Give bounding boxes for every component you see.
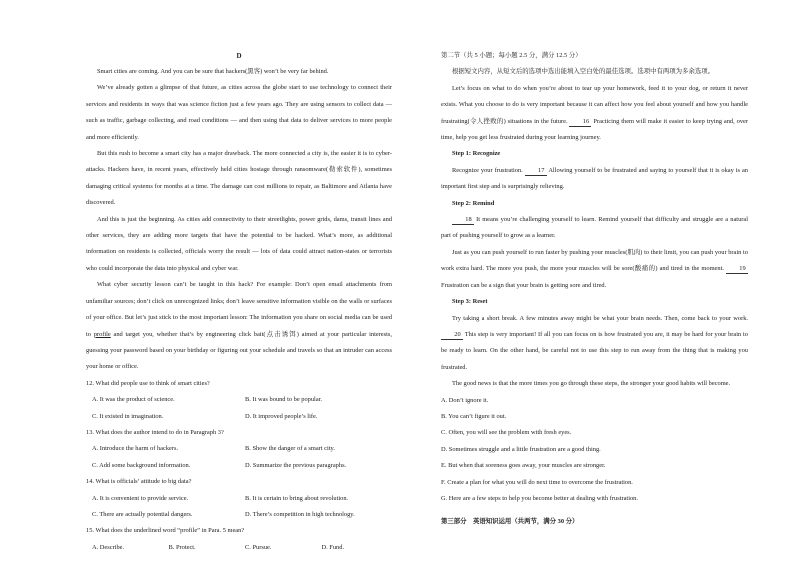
option-d: D. Sometimes struggle and a little frustration are a good thing. xyxy=(441,445,601,453)
intro-paragraph xyxy=(441,81,748,147)
option-13d: D. Summarize the previous paragraphs. xyxy=(245,461,347,469)
paragraph-5 xyxy=(86,277,392,375)
option-13b: B. Show the danger of a smart city. xyxy=(245,445,335,453)
question-12-stem: 12. What did people use to think of smart cities? xyxy=(86,379,210,387)
option-a: A. Don’t ignore it. xyxy=(441,396,489,404)
step-3-heading: Step 3: Reset xyxy=(452,298,488,306)
blank-20: 20 xyxy=(441,330,463,340)
step-1-text-start: Recognize your frustration. xyxy=(452,166,525,174)
blank-18: 18 xyxy=(452,215,474,225)
option-12a: A. It was the product of science. xyxy=(92,396,175,404)
part-three-heading: 第三部分 英语知识运用（共两节，满分 30 分） xyxy=(441,518,579,526)
blank-19: 19 xyxy=(726,264,748,274)
option-f: F. Create a plan for what you will do next time to overcome the frustration. xyxy=(441,478,633,486)
question-15-options xyxy=(86,540,392,556)
step-1-heading: Step 1: Recognize xyxy=(452,150,501,158)
conclusion-paragraph: The good news is that the more times you go through these steps, the stronger your good habits will become. xyxy=(452,380,731,388)
option-13c: C. Add some background information. xyxy=(92,461,191,469)
question-13-stem: 13. What does the author intend to do in Paragraph 3? xyxy=(86,428,224,436)
blank-16: 16 xyxy=(569,117,591,127)
question-14-options xyxy=(86,491,392,524)
paragraph-2: We’ve already gotten a glimpse of that future, as cities across the globe start to use technology to connect their services and residents in ways that was science fiction just a few years ago. They are using sensors to collect data — such as traffic, garbage collecting, and road conditions — and then using that data to deliver services to more people and more efficiently. xyxy=(86,84,392,141)
option-14d: D. There’s competition in high technology. xyxy=(245,510,355,518)
intro-text-start: Let’s focus on what to do when you’re about to tear up your homework, feed it to your dog, or return it never exists. What you choose to do is very important because it can affect how you feel about yourself and how you handle frustrating(令人挫败的) situations in the future. xyxy=(441,84,748,125)
option-12b: B. It was bound to be popular. xyxy=(245,396,323,404)
option-15d: D. Fund. xyxy=(321,543,345,551)
left-column xyxy=(86,48,392,556)
option-12c: C. It existed in imagination. xyxy=(92,412,164,420)
paragraph-1: Smart cities are coming. And you can be sure that hackers(黑客) won’t be very far behind. xyxy=(97,68,329,75)
paragraph-3: But this rush to become a smart city has a major drawback. The more connected a city is, the easier it is to cyber-attacks. Hackers have, in recent years, effectively held cities hostage through ransomware(勒索软件), sometimes damaging critical systems for months at a time. The damage can cost millions to repair, as Baltimore and Atlanta have discovered. xyxy=(86,150,392,207)
blank-17: 17 xyxy=(525,166,547,176)
option-b: B. You can’t figure it out. xyxy=(441,412,507,420)
question-14-stem: 14. What is officials’ attitude to big data? xyxy=(86,478,192,486)
step-2b-text-start: Just as you can push yourself to run faster by pushing your muscles(肌肉) to their limit, you can push your brain to work extra hard. The more you push, the more your muscles will be sore(酸痛的) and tired in the moment. xyxy=(441,248,748,273)
step-2a-text: It means you’re challenging yourself to learn. Remind yourself that difficulty and struggle are a natural part of pushing yourself to grow as a learner. xyxy=(441,216,748,240)
step-2-paragraph-a xyxy=(441,212,748,245)
intro-text-end: Practicing them will make it easier to keep trying and, over time, help you get less frustrated during your learning journey. xyxy=(441,117,748,142)
section-heading: 第二节（共 5 小题；每小题 2.5 分，满分 12.5 分） xyxy=(441,52,582,59)
underlined-word-profile: profile xyxy=(93,330,111,338)
option-15c: C. Pursue. xyxy=(245,543,272,551)
option-g: G. Here are a few steps to help you become better at dealing with frustration. xyxy=(441,494,638,502)
option-13a: A. Introduce the harm of hackers. xyxy=(92,445,179,453)
option-12d: D. It improved people’s life. xyxy=(245,412,318,420)
step-1-paragraph xyxy=(441,163,748,196)
step-3-text-end: This step is very important! If all you can focus on is how frustrated you are, it may be hard for your brain to be ready to learn. On the other hand, be careful not to use this step to run away from the thing that is making you frustrated. xyxy=(441,330,748,371)
step-2-heading: Step 2: Remind xyxy=(452,199,495,207)
step-3-text-start: Try taking a short break. A few minutes away might be what your brain needs. Then, come back to your work. xyxy=(452,314,748,322)
passage-title: D xyxy=(236,52,242,60)
step-2-paragraph-b xyxy=(441,245,748,294)
option-14c: C. There are actually potential dangers. xyxy=(92,510,193,518)
option-15a: A. Describe. xyxy=(92,543,125,551)
step-2b-text-end: Frustration can be a sign that your brain is getting sore and tired. xyxy=(441,281,607,289)
question-15-stem: 15. What does the underlined word “profile” in Para. 5 mean? xyxy=(86,527,245,535)
paragraph-4: And this is just the beginning. As cities add connectivity to their streetlights, power grids, dams, transit lines and other services, they are adding more targets that have the potential to be hacked. What’s more, as additional information on residents is collected, officials worry the result — lots of data could attract nation-states or terrorists who could incorporate the data into physical and cyber war. xyxy=(86,215,392,272)
step-3-paragraph xyxy=(441,311,748,377)
option-c: C. Often, you will see the problem with fresh eyes. xyxy=(441,429,572,437)
option-14a: A. It is convenient to provide service. xyxy=(92,494,189,502)
option-15b: B. Protect. xyxy=(168,543,196,551)
question-12-options xyxy=(86,392,392,425)
paragraph-5-start: What cyber security lesson can’t be taught in this hack? For example: Don’t open email attachments from unfamiliar sources; don’t click on unrecognized links; don’t leave sensitive information visible on the walls or surfaces of your office. But let’s just stick to the most important lesson: The information you share on social media can be used to xyxy=(86,281,392,338)
option-e: E. But when that soreness goes away, your muscles are stronger. xyxy=(441,462,606,470)
paragraph-5-end: and target you, whether that’s by engineering click bait(点击诱饵) aimed at your particular interests, guessing your password based on your birthday or figuring out your schedule and travels so that an intruder can access your home or office. xyxy=(86,330,392,371)
right-column xyxy=(441,48,748,531)
step-1-text-end: Allowing yourself to be frustrated and saying to yourself that it is okay is an important first step and is surprisingly relieving. xyxy=(441,166,748,191)
question-13-options xyxy=(86,441,392,474)
spacer xyxy=(441,507,748,514)
option-14b: B. It is certain to bring about revolution. xyxy=(245,494,349,502)
instructions: 根据短文内容，从短文后的选项中选出能填入空白处的最佳选项。选项中有两项为多余选项。 xyxy=(452,68,715,76)
